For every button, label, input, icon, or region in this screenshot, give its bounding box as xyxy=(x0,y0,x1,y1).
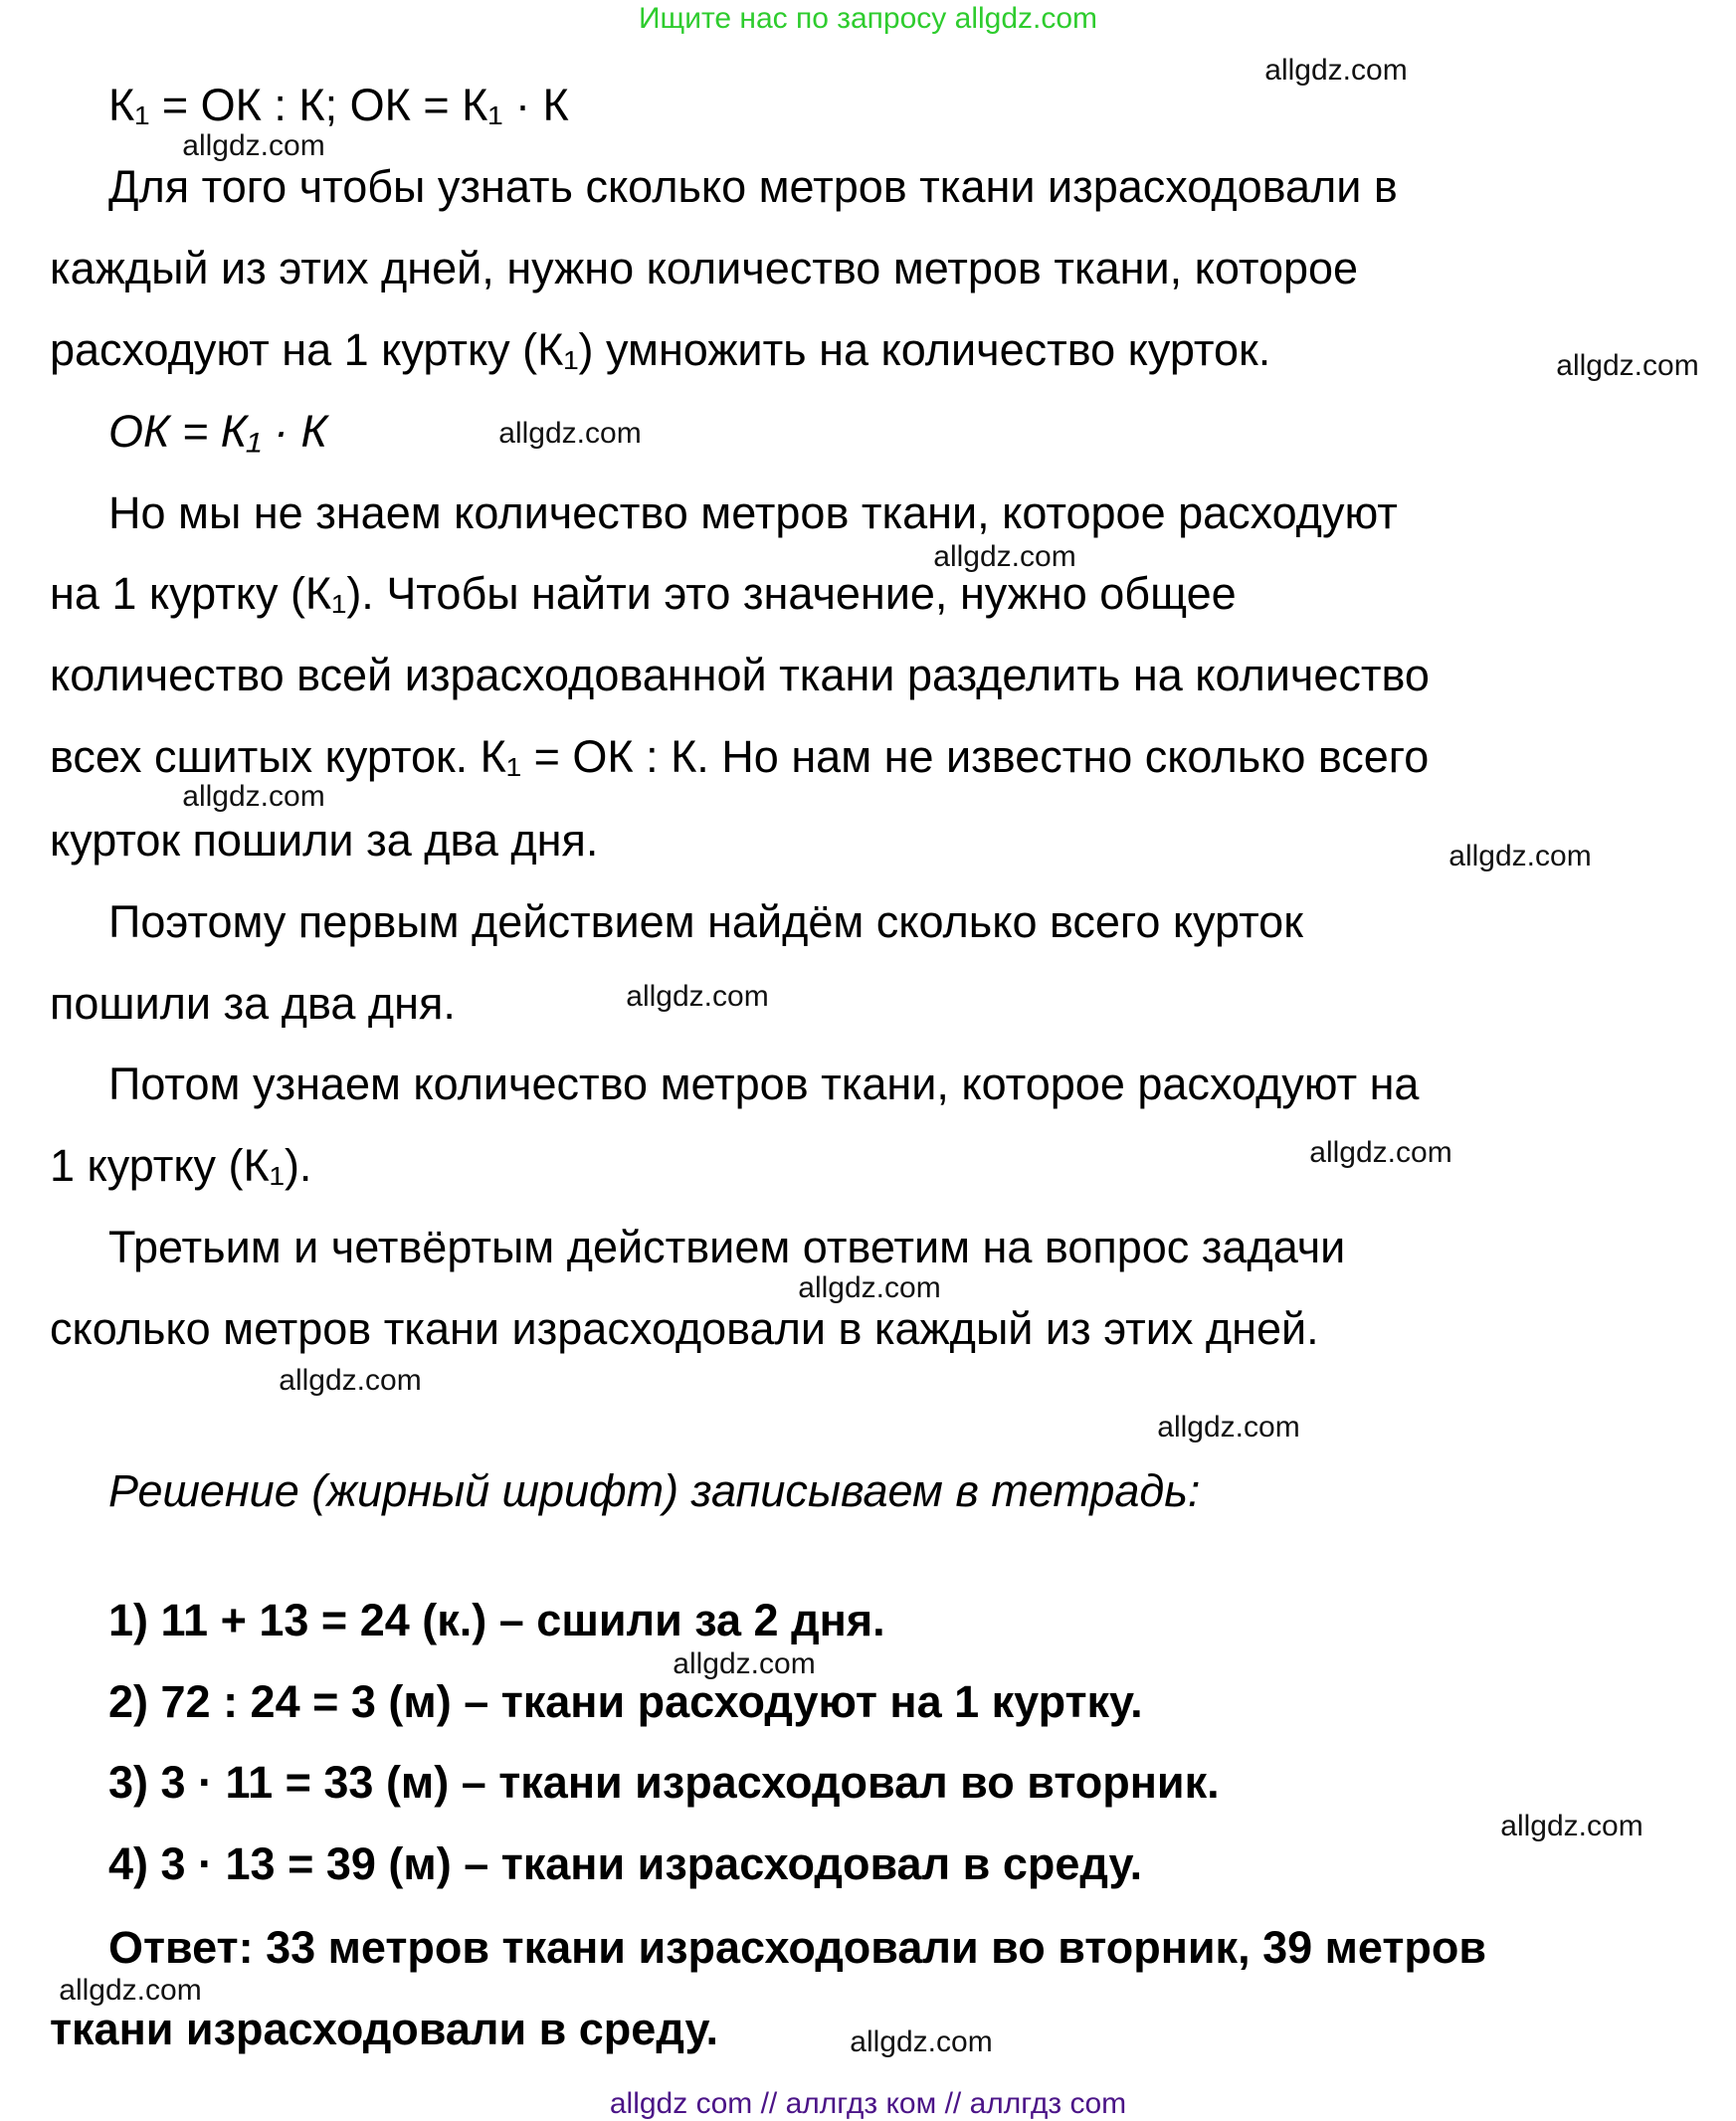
text-line: количество всей израсходованной ткани разделить на количество xyxy=(50,650,1430,700)
watermark: allgdz.com xyxy=(626,980,769,1013)
text-line: Поэтому первым действием найдём сколько всего курток xyxy=(108,896,1303,947)
text-line: пошили за два дня. xyxy=(50,978,456,1029)
text-line: каждый из этих дней, нужно количество метров ткани, которое xyxy=(50,243,1359,293)
watermark: allgdz.com xyxy=(933,540,1076,573)
header-banner[interactable]: Ищите нас по запросу allgdz.com xyxy=(638,2,1098,35)
watermark: allgdz.com xyxy=(1448,840,1592,872)
solution-step: 2) 72 : 24 = 3 (м) – ткани расходуют на 1 куртку. xyxy=(108,1676,1143,1727)
watermark: allgdz.com xyxy=(1556,349,1699,382)
formula-line: ОК = К₁ · К xyxy=(108,406,328,457)
watermark: allgdz.com xyxy=(673,1647,816,1680)
watermark: allgdz.com xyxy=(498,417,642,450)
text-line: Потом узнаем количество метров ткани, которое расходуют на xyxy=(108,1059,1420,1109)
text-line: сколько метров ткани израсходовали в каждый из этих дней. xyxy=(50,1303,1319,1354)
text-line: Но мы не знаем количество метров ткани, которое расходуют xyxy=(108,487,1398,538)
text-line: курток пошили за два дня. xyxy=(50,815,599,866)
watermark: allgdz.com xyxy=(182,780,325,813)
text-line: Третьим и четвёртым действием ответим на вопрос задачи xyxy=(108,1222,1346,1272)
solution-heading: Решение (жирный шрифт) записываем в тетрадь: xyxy=(108,1465,1201,1516)
solution-step: 3) 3 · 11 = 33 (м) – ткани израсходовал во вторник. xyxy=(108,1757,1220,1808)
watermark: allgdz.com xyxy=(1264,54,1408,87)
watermark: allgdz.com xyxy=(59,1974,202,2007)
answer-line: Ответ: 33 метров ткани израсходовали во вторник, 39 метров xyxy=(108,1922,1487,1973)
footer-banner[interactable]: allgdz com // аллгдз ком // аллгдз com xyxy=(609,2087,1127,2120)
answer-line: ткани израсходовали в среду. xyxy=(50,2004,719,2054)
watermark: allgdz.com xyxy=(1157,1411,1300,1444)
text-line: на 1 куртку (К₁). Чтобы найти это значение, нужно общее xyxy=(50,568,1237,619)
watermark: allgdz.com xyxy=(279,1364,422,1397)
formula-line: К₁ = ОК : К; ОК = К₁ · К xyxy=(108,80,569,130)
watermark: allgdz.com xyxy=(798,1271,941,1304)
solution-step: 4) 3 · 13 = 39 (м) – ткани израсходовал в среду. xyxy=(108,1838,1143,1889)
watermark: allgdz.com xyxy=(182,129,325,162)
text-line: расходуют на 1 куртку (К₁) умножить на количество курток. xyxy=(50,324,1271,375)
solution-step: 1) 11 + 13 = 24 (к.) – сшили за 2 дня. xyxy=(108,1595,885,1645)
text-line: всех сшитых курток. К₁ = ОК : К. Но нам не известно сколько всего xyxy=(50,731,1430,782)
text-line: 1 куртку (К₁). xyxy=(50,1140,312,1191)
text-line: Для того чтобы узнать сколько метров ткани израсходовали в xyxy=(108,161,1398,212)
watermark: allgdz.com xyxy=(1309,1136,1452,1169)
watermark: allgdz.com xyxy=(850,2025,993,2058)
watermark: allgdz.com xyxy=(1500,1810,1643,1842)
